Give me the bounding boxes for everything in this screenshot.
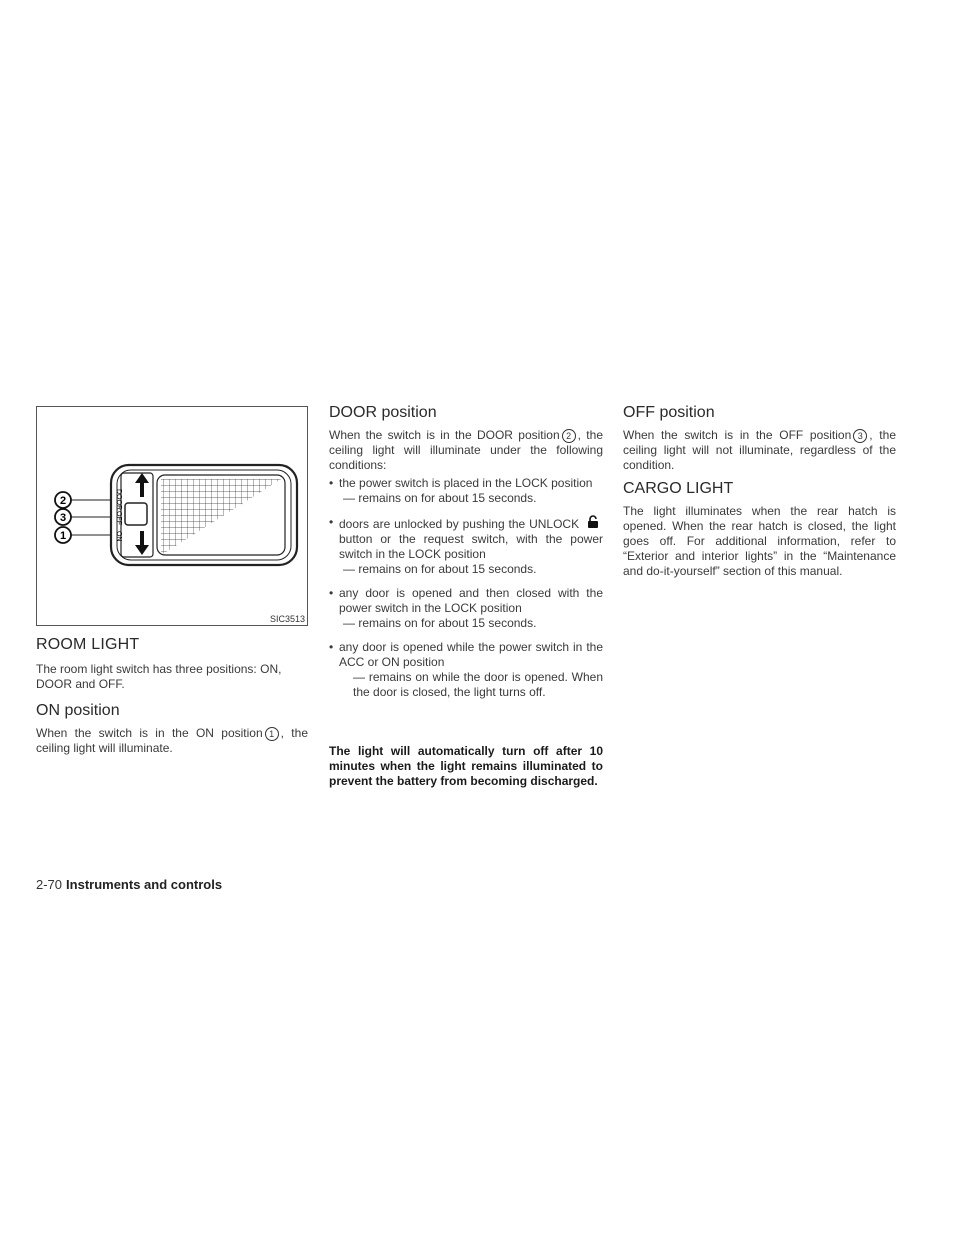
condition-result: — remains on while the door is opened. When the door is closed, the light turns off. [353,670,603,699]
room-light-title: ROOM LIGHT [36,636,140,653]
switch-label-off: OFF [115,511,122,525]
condition-text: any door is opened while the power switch in the ACC or ON position [339,640,603,669]
condition-result: — remains on for about 15 seconds. [343,491,537,505]
callout-3-inline: 3 [853,429,867,443]
section-title: Instruments and controls [66,877,223,892]
callout-2-inline: 2 [562,429,576,443]
warning-text: The light will automatically turn off after 10 minutes when the light remains illuminated to prevent the battery from becoming discharged. [329,744,603,788]
on-text-a: When the switch is in the ON position [36,726,263,740]
off-position-text [623,428,896,473]
door-intro-b: , the ceiling light will illuminate under the following conditions: [329,428,603,472]
off-text-a: When the switch is in the OFF position [623,428,852,442]
door-intro-a: When the switch is in the DOOR position [329,428,560,442]
on-position-heading: ON position [36,702,120,719]
page-number: 2-70 [36,877,63,892]
switch-label-on: ON [115,531,122,542]
door-conditions-list [329,476,603,709]
list-item [329,640,603,700]
room-light-figure [36,406,308,626]
off-text-b: , the ceiling light will not illuminate, regardless of the condition. [623,428,896,472]
callout-3: 3 [59,512,67,524]
list-item [329,586,603,631]
callout-1-inline: 1 [265,727,279,741]
condition-result: — remains on for about 15 seconds. [343,616,537,630]
condition-text: doors are unlocked by pushing the UNLOCK [339,517,580,531]
cargo-light-heading: CARGO LIGHT [623,480,734,497]
room-light-intro: The room light switch has three positions: ON, DOOR and OFF. [36,662,282,691]
on-text-b: , the ceiling light will illuminate. [36,726,308,755]
room-light-switch-illustration [37,407,307,625]
callout-2: 2 [59,495,67,507]
door-position-heading: DOOR position [329,404,437,421]
list-item [329,476,603,506]
callout-1: 1 [59,530,67,542]
unlock-icon [583,515,603,532]
figure-code: SIC3513 [269,614,305,624]
auto-off-warning [329,744,603,789]
door-position-intro [329,428,603,473]
on-position-text [36,726,308,756]
page-footer [36,877,222,892]
cargo-light-text: The light illuminates when the rear hatch is opened. When the rear hatch is closed, the light goes off. For additional information, refer to “Exterior and interior lights” in the “Maintenance and do-it-yourself” section of this manual. [623,504,896,578]
list-item [329,515,603,577]
condition-result: — remains on for about 15 seconds. [343,562,537,576]
condition-text: the power switch is placed in the LOCK position [339,476,593,490]
off-position-heading: OFF position [623,404,715,421]
condition-text-cont: button or the request switch, with the power switch in the LOCK position [339,532,603,561]
condition-text: any door is opened and then closed with the power switch in the LOCK position [339,586,603,615]
switch-label-door: DOOR [115,489,122,510]
